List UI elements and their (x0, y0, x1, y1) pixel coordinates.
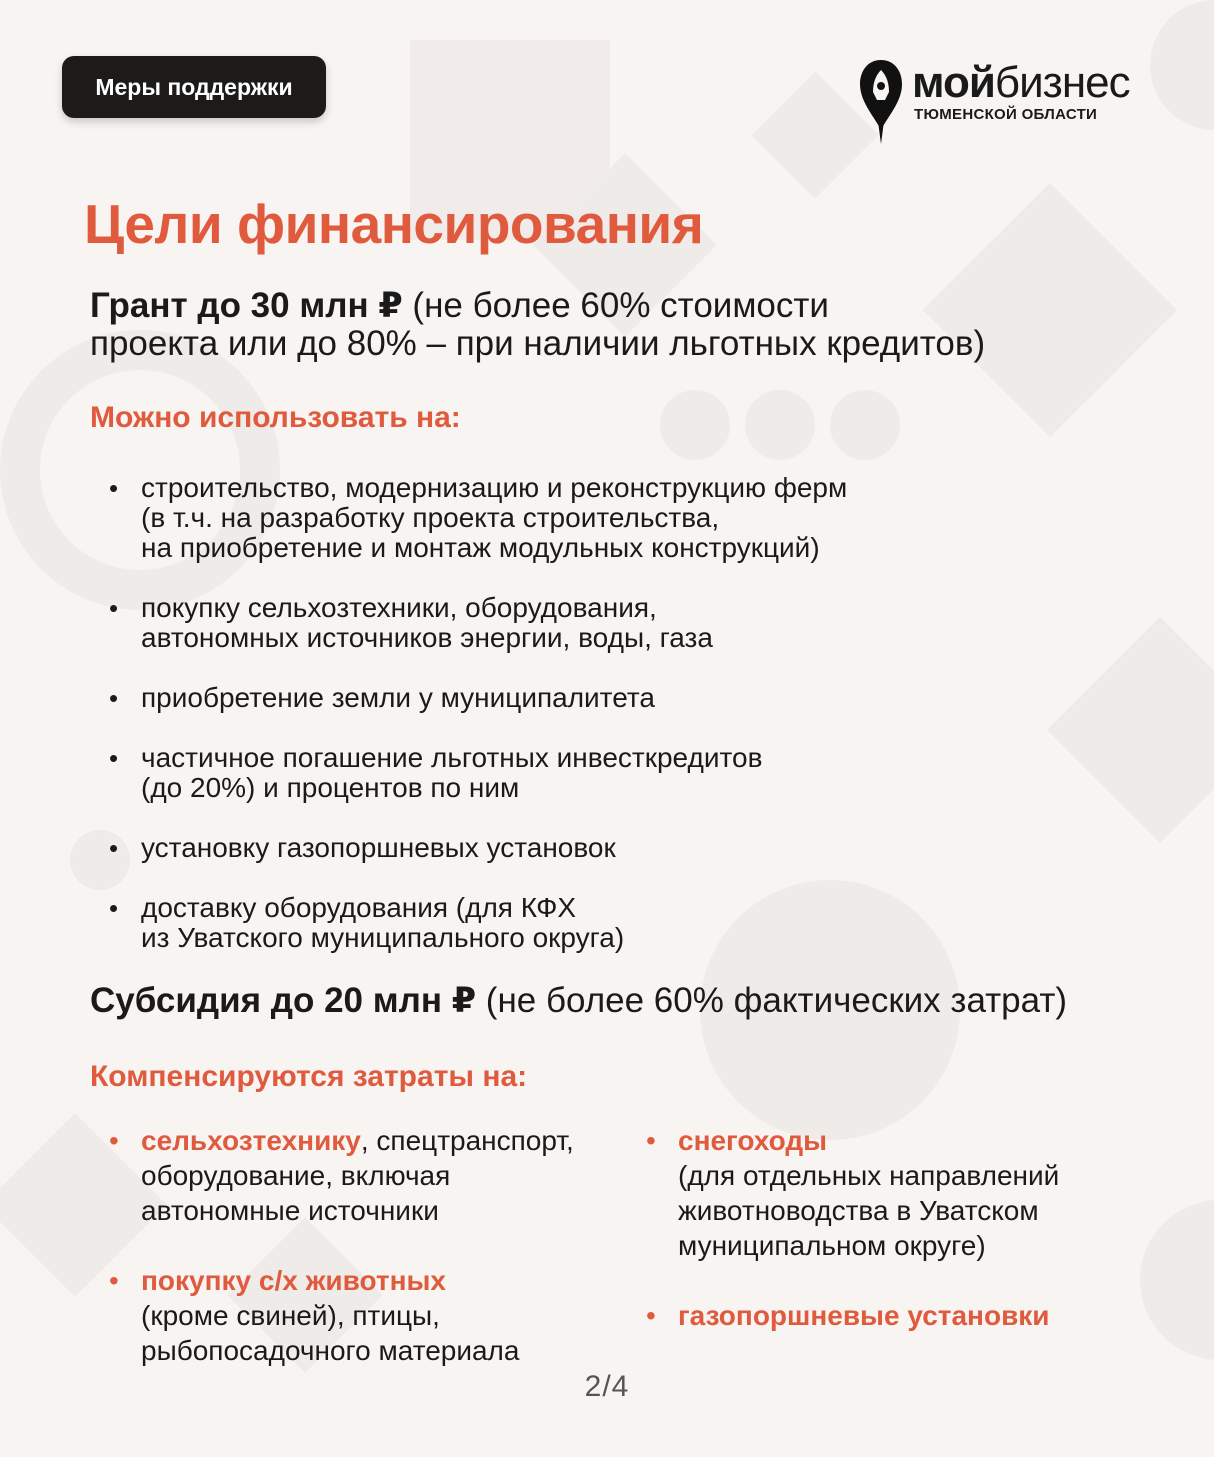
list-item-line: • доставку оборудования (для КФХ (141, 892, 577, 923)
list-item (105, 1123, 574, 1228)
logo-subtitle: ТЮМЕНСКОЙ ОБЛАСТИ (914, 106, 1098, 123)
list-item-highlight: • покупку с/х животных (141, 1265, 447, 1296)
list-item-line: • частичное погашение льготных инвесткредитов (141, 742, 763, 773)
compensation-heading: Компенсируются затраты на: (90, 1060, 528, 1093)
rocket-pin-icon (858, 58, 904, 146)
list-item-line: (до 20%) и процентов по ним (141, 772, 520, 803)
list-item (105, 1263, 574, 1368)
list-item-line: оборудование, включая (141, 1160, 451, 1191)
page-indicator: 2/4 (584, 1370, 630, 1403)
list-item-highlight: сельхозтехнику (141, 1125, 361, 1156)
subsidy-amount: Субсидия до 20 млн ₽ (90, 981, 477, 1020)
category-badge (62, 56, 326, 118)
category-badge-label: Меры поддержки (95, 73, 293, 100)
list-item (105, 743, 847, 803)
list-item-line (141, 1123, 574, 1158)
grant-amount: Грант до 30 млн ₽ (90, 286, 403, 325)
list-item (105, 473, 847, 563)
compensation-list-right (642, 1123, 1059, 1333)
list-item-highlight: • снегоходы (678, 1125, 828, 1156)
logo-brand-bold: мой (912, 58, 995, 107)
use-heading: Можно использовать на: (90, 401, 461, 434)
page-title: Цели финансирования (84, 193, 704, 255)
list-item (105, 833, 847, 863)
logo (858, 58, 1158, 146)
list-item-line: (в т.ч. на разработку проекта строительства, (141, 502, 720, 533)
list-item-rest: , спецтранспорт, (360, 1125, 574, 1156)
list-item-line: • приобретение земли у муниципалитета (141, 682, 655, 713)
list-item-line: из Уватского муниципального округа) (141, 922, 625, 953)
list-item-line: на приобретение и монтаж модульных конструкций) (141, 532, 820, 563)
list-item-line: • строительство, модернизацию и реконструкцию ферм (141, 472, 848, 503)
list-item (105, 893, 847, 953)
use-list (105, 473, 847, 983)
compensation-list-left (105, 1123, 574, 1368)
list-item (105, 593, 847, 653)
list-item-line: животноводства в Уватском (678, 1195, 1039, 1226)
grant-condition-1: (не более 60% стоимости (402, 286, 829, 325)
grant-lead (90, 287, 985, 363)
subsidy-condition: (не более 60% фактических затрат) (476, 981, 1068, 1020)
list-item-line: • покупку сельхозтехники, оборудования, (141, 592, 657, 623)
list-item (642, 1298, 1059, 1333)
logo-brand-light: бизнес (994, 58, 1130, 107)
logo-brand (912, 58, 1130, 108)
list-item-highlight: • газопоршневые установки (678, 1300, 1050, 1331)
list-item-line: муниципальном округе) (678, 1230, 986, 1261)
list-item-line: рыбопосадочного материала (141, 1335, 520, 1366)
list-item-line: (кроме свиней), птицы, (141, 1300, 440, 1331)
grant-condition-2: проекта или до 80% – при наличии льготных кредитов) (90, 324, 986, 363)
list-item (642, 1123, 1059, 1263)
list-item-line: (для отдельных направлений (678, 1160, 1060, 1191)
list-item-line: • установку газопоршневых установок (141, 832, 616, 863)
subsidy-lead (90, 982, 1067, 1020)
list-item-line: автономные источники (141, 1195, 439, 1226)
list-item (105, 683, 847, 713)
list-item-line: автономных источников энергии, воды, газа (141, 622, 713, 653)
